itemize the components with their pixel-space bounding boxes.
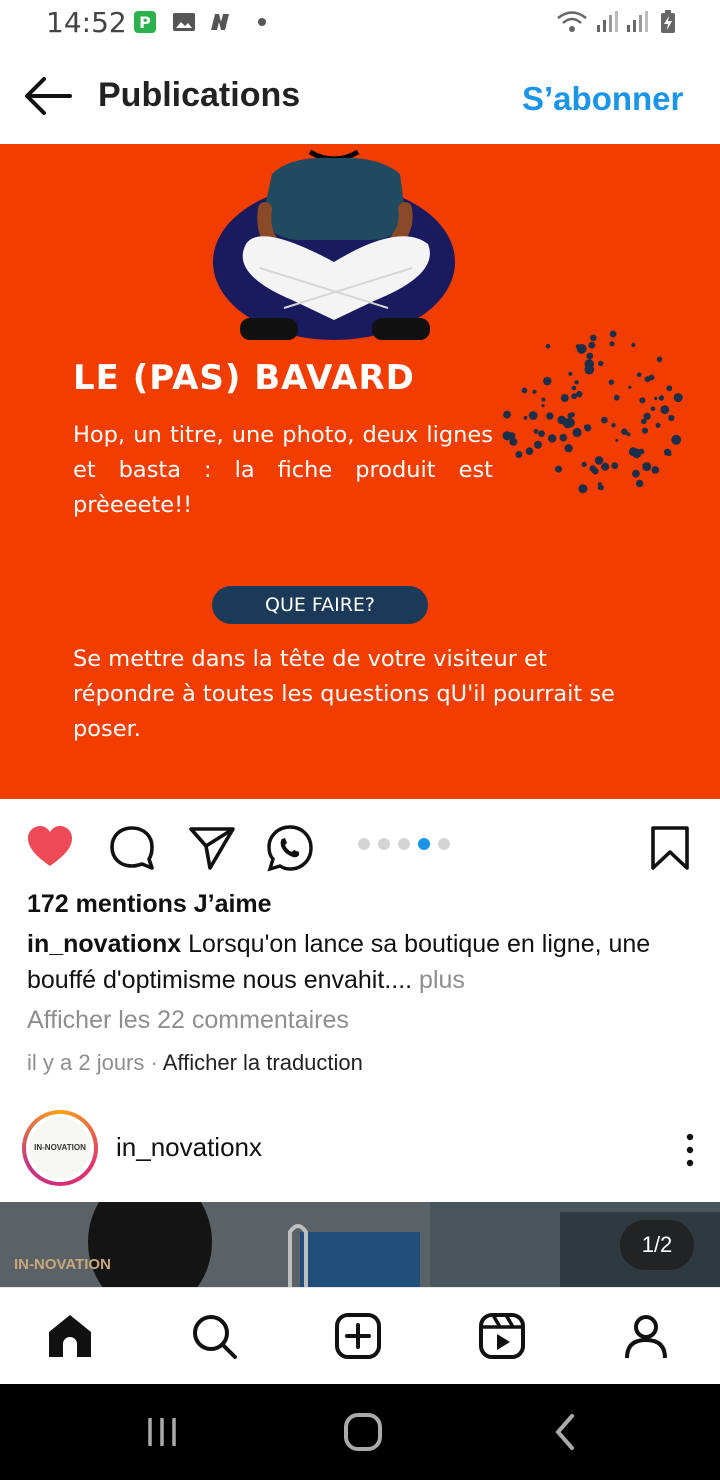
profile-icon[interactable] (622, 1312, 670, 1360)
post-problem-text: Hop, un titre, une photo, deux lignes et basta : la fiche produit est prèeeete!! (73, 422, 493, 518)
carousel-dot (418, 838, 430, 850)
post-time: il y a 2 jours (27, 1050, 145, 1075)
translate-link[interactable]: Afficher la traduction (162, 1050, 363, 1075)
avatar-logo: IN-NOVATION (30, 1118, 90, 1178)
netflix-icon (208, 10, 232, 34)
battery-icon (658, 10, 678, 34)
post-image[interactable] (0, 144, 720, 799)
carousel-dot (378, 838, 390, 850)
sitting-person-illustration (200, 144, 470, 344)
caption-more-link[interactable]: plus (412, 966, 465, 994)
bottom-navigation (0, 1287, 720, 1385)
post-answer-text: Se mettre dans la tête de votre visiteur et répondre à toutes les questions qU'il pourrait se poser. (73, 646, 615, 742)
system-back-icon[interactable] (546, 1412, 586, 1452)
next-post-logo: IN-NOVATION (14, 1256, 111, 1273)
home-icon[interactable] (46, 1312, 94, 1360)
payment-app-icon (133, 10, 157, 34)
heart-icon[interactable] (26, 824, 74, 872)
decorative-dots (488, 324, 698, 504)
signal-icon-2 (624, 10, 648, 34)
recent-apps-icon[interactable] (142, 1412, 182, 1452)
home-button-icon[interactable] (343, 1412, 383, 1452)
post-heading: LE (PAS) BAVARD (73, 358, 415, 398)
wifi-icon (556, 10, 588, 34)
more-options-icon[interactable] (682, 1132, 698, 1168)
create-post-icon[interactable] (334, 1312, 382, 1360)
back-arrow-icon[interactable] (22, 74, 74, 118)
next-post-username[interactable]: in_novationx (116, 1132, 262, 1162)
view-comments-link[interactable]: Afficher les 22 commentaires (27, 1006, 349, 1034)
carousel-dot (398, 838, 410, 850)
top-bar (0, 48, 720, 144)
subscribe-button[interactable]: S’abonner (522, 80, 684, 117)
next-post-header (0, 1100, 720, 1200)
image-counter: 1/2 (620, 1220, 694, 1270)
carousel-dot (358, 838, 370, 850)
system-navigation-bar (0, 1384, 720, 1480)
reels-icon[interactable] (478, 1312, 526, 1360)
search-icon[interactable] (190, 1312, 238, 1360)
signal-icon (594, 10, 618, 34)
svg-text:P: P (139, 13, 151, 32)
likes-count[interactable]: 172 mentions J’aime (27, 890, 272, 918)
next-post-photo (0, 1202, 720, 1287)
bookmark-icon[interactable] (646, 824, 694, 872)
whatsapp-icon[interactable] (266, 824, 314, 872)
gallery-icon (172, 10, 196, 34)
status-bar (0, 0, 720, 48)
post-meta (27, 1050, 363, 1076)
caption-username[interactable]: in_novationx (27, 930, 182, 958)
meta-separator: · (144, 1050, 163, 1075)
caption-text: Lorsqu'on lance sa boutique en ligne, une bouffé d'optimisme nous envahit.... (27, 930, 651, 994)
notification-dot-icon (250, 10, 274, 34)
avatar[interactable] (22, 1110, 98, 1186)
page-title: Publications (98, 76, 301, 114)
comment-icon[interactable] (108, 824, 156, 872)
status-time: 14:52 (46, 6, 127, 39)
what-to-do-pill: QUE FAIRE? (212, 586, 428, 624)
share-icon[interactable] (188, 824, 236, 872)
next-post-image[interactable] (0, 1202, 720, 1287)
post-caption (27, 926, 697, 998)
avatar-ring-gap (26, 1114, 94, 1182)
carousel-dot (438, 838, 450, 850)
